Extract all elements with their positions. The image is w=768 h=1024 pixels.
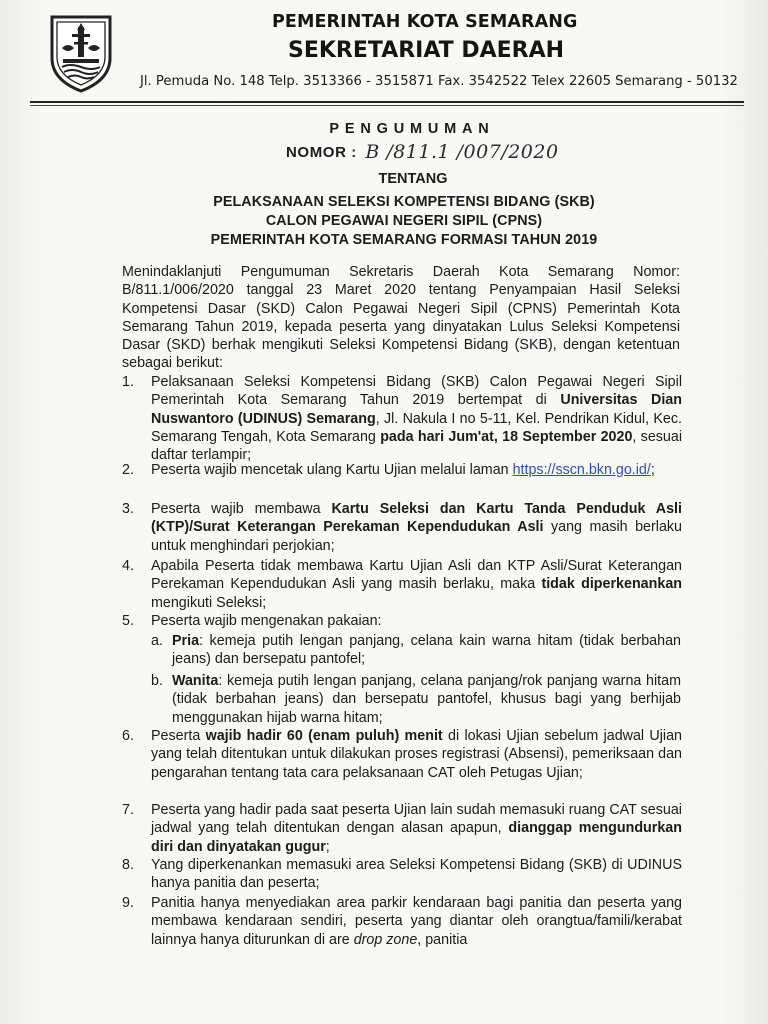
list-item-text xyxy=(151,856,682,893)
text-run: yang masih berlaku untuk menghindari perjokian; xyxy=(151,519,682,554)
sub-list-item-letter: b. xyxy=(151,673,163,689)
text-run: Peserta wajib mencetak ulang Kartu Ujian melalui laman xyxy=(151,462,513,478)
sub-list-item-text xyxy=(172,632,681,669)
list-item xyxy=(122,894,682,949)
list-item-text xyxy=(151,801,682,856)
list-item-text xyxy=(151,727,682,782)
letterhead-divider xyxy=(30,101,744,103)
text-run: , Jl. Nakula I no 5-11, Kel. Pendrikan Kidul, Kec. Semarang Tengah, Kota Semarang xyxy=(151,410,682,445)
list-item xyxy=(122,461,682,479)
text-run: mengikuti Seleksi; xyxy=(151,594,267,611)
list-item-number: 7. xyxy=(122,802,134,818)
list-item-text xyxy=(151,557,682,612)
list-item-number: 8. xyxy=(122,857,134,873)
bold-run: tidak diperkenankan xyxy=(541,576,683,593)
list-item-number: 3. xyxy=(122,501,134,517)
text-run: Peserta wajib mengenakan pakaian: xyxy=(151,613,382,629)
subject-heading-line: CALON PEGAWAI NEGERI SIPIL (CPNS) xyxy=(265,213,543,229)
document-number-value: B /811.1 /007/2020 xyxy=(365,141,559,163)
list-item-number: 1. xyxy=(122,374,134,390)
document-number-label: NOMOR : xyxy=(286,144,357,161)
document-number xyxy=(286,140,559,162)
text-run: : kemeja putih lengan panjang, celana kain warna hitam (tidak berbahan jeans) dan bersepatu pantofel; xyxy=(172,633,681,668)
letterhead-address: Jl. Pemuda No. 148 Telp. 3513366 - 3515871 Fax. 3542522 Telex 22605 Semarang - 50132 xyxy=(140,74,738,89)
text-run: di lokasi Ujian sebelum jadwal Ujian yang telah ditentukan untuk dilakukan proses registrasi (Absensi), pemeriksaan dan pengarahan tentang tata cara pelaksanaan CAT oleh Petugas Ujian; xyxy=(151,728,682,781)
sub-list-item xyxy=(151,672,681,727)
intro-paragraph: Menindaklanjuti Pengumuman Sekretaris Daerah Kota Semarang Nomor: B/811.1/006/2020 tanggal 23 Maret 2020 tentang Penyampaian Hasil Seleksi Kompetensi Dasar (SKD) Calon Pegawai Negeri Sipil (CPNS) Pemerintah Kota Semarang Tahun 2019, kepada peserta yang dinyatakan Lulus Seleksi Kompetensi Dasar (SKD) berhak mengikuti Seleksi Kompetensi Bidang (SKB), dengan ketentuan sebagai berikut: xyxy=(122,264,680,372)
text-run: : kemeja putih lengan panjang, celana panjang/rok panjang warna hitam (tidak berbahan jeans) dan bersepatu pantofel, khusus bagi yang berhijab menggunakan hijab warna hitam; xyxy=(172,673,681,726)
letterhead-office-name: SEKRETARIAT DAERAH xyxy=(288,38,565,63)
list-item-text xyxy=(151,461,682,479)
subject-heading-line: PELAKSANAAN SELEKSI KOMPETENSI BIDANG (SKB) xyxy=(213,194,595,210)
bold-run: pada hari Jum'at, 18 September 2020 xyxy=(380,428,633,445)
text-run: ; xyxy=(325,838,330,855)
bold-run: Kartu Seleksi dan Kartu Tanda Penduduk Asli (KTP)/Surat Keterangan Perekaman Kependudukan Asli xyxy=(151,501,682,536)
text-run: Peserta wajib membawa xyxy=(151,501,332,517)
list-item-number: 2. xyxy=(122,462,134,478)
semarang-city-crest-icon xyxy=(48,14,114,94)
sub-list-item xyxy=(151,632,681,669)
list-item xyxy=(122,557,682,612)
text-run: ; xyxy=(650,462,655,478)
bold-run: wajib hadir 60 (enam puluh) menit xyxy=(205,728,443,744)
list-item-number: 4. xyxy=(122,558,134,574)
tentang-label: TENTANG xyxy=(378,171,448,187)
list-item xyxy=(122,612,682,630)
text-run: , panitia xyxy=(417,931,468,948)
sscn-link[interactable]: https://sscn.bkn.go.id/ xyxy=(512,462,651,478)
list-item-text xyxy=(151,894,682,949)
bold-run: dianggap mengundurkan diri dan dinyatakan gugur xyxy=(151,820,682,855)
document-type-title: PENGUMUMAN xyxy=(329,121,495,137)
list-item xyxy=(122,373,682,464)
text-run: Peserta xyxy=(151,728,206,744)
list-item xyxy=(122,500,682,555)
list-item-text xyxy=(151,612,682,630)
text-run: Peserta yang hadir pada saat peserta Ujian lain sudah memasuki ruang CAT sesuai jadwal yang telah ditentukan dengan alasan apapun, xyxy=(151,802,682,837)
list-item xyxy=(122,801,682,856)
sub-list-item-text xyxy=(172,672,681,727)
letterhead-government-name: PEMERINTAH KOTA SEMARANG xyxy=(272,12,578,32)
text-run: , sesuai daftar terlampir; xyxy=(151,428,682,464)
list-item xyxy=(122,727,682,782)
bold-run: Universitas Dian Nuswantoro (UDINUS) Semarang xyxy=(151,392,682,427)
list-item-text xyxy=(151,373,682,464)
list-item-number: 9. xyxy=(122,895,134,911)
subject-heading-line: PEMERINTAH KOTA SEMARANG FORMASI TAHUN 2019 xyxy=(210,232,598,248)
list-item xyxy=(122,856,682,893)
text-run: Panitia hanya menyediakan area parkir kendaraan bagi panitia dan peserta yang membawa kendaraan sendiri, peserta yang diantar oleh orangtua/famili/kerabat lainnya hanya diturunkan di are xyxy=(151,895,682,948)
list-item-text xyxy=(151,500,682,555)
italic-run: drop zone xyxy=(353,931,418,948)
bold-run: Wanita xyxy=(172,673,219,689)
text-run: Yang diperkenankan memasuki area Seleksi Kompetensi Bidang (SKB) di UDINUS hanya panitia dan peserta; xyxy=(151,857,682,892)
text-run: Pelaksanaan Seleksi Kompetensi Bidang (SKB) Calon Pegawai Negeri Sipil Pemerintah Kota Semarang Tahun 2019 bertempat di xyxy=(151,374,682,409)
list-item-number: 5. xyxy=(122,613,134,629)
text-run: Apabila Peserta tidak membawa Kartu Ujian Asli dan KTP Asli/Surat Keterangan Perekaman Kependudukan Asli yang masih berlaku, maka xyxy=(151,558,682,593)
list-item-number: 6. xyxy=(122,728,134,744)
letterhead-divider-thin xyxy=(30,105,744,106)
sub-list-item-letter: a. xyxy=(151,633,163,649)
bold-run: Pria xyxy=(172,633,200,649)
